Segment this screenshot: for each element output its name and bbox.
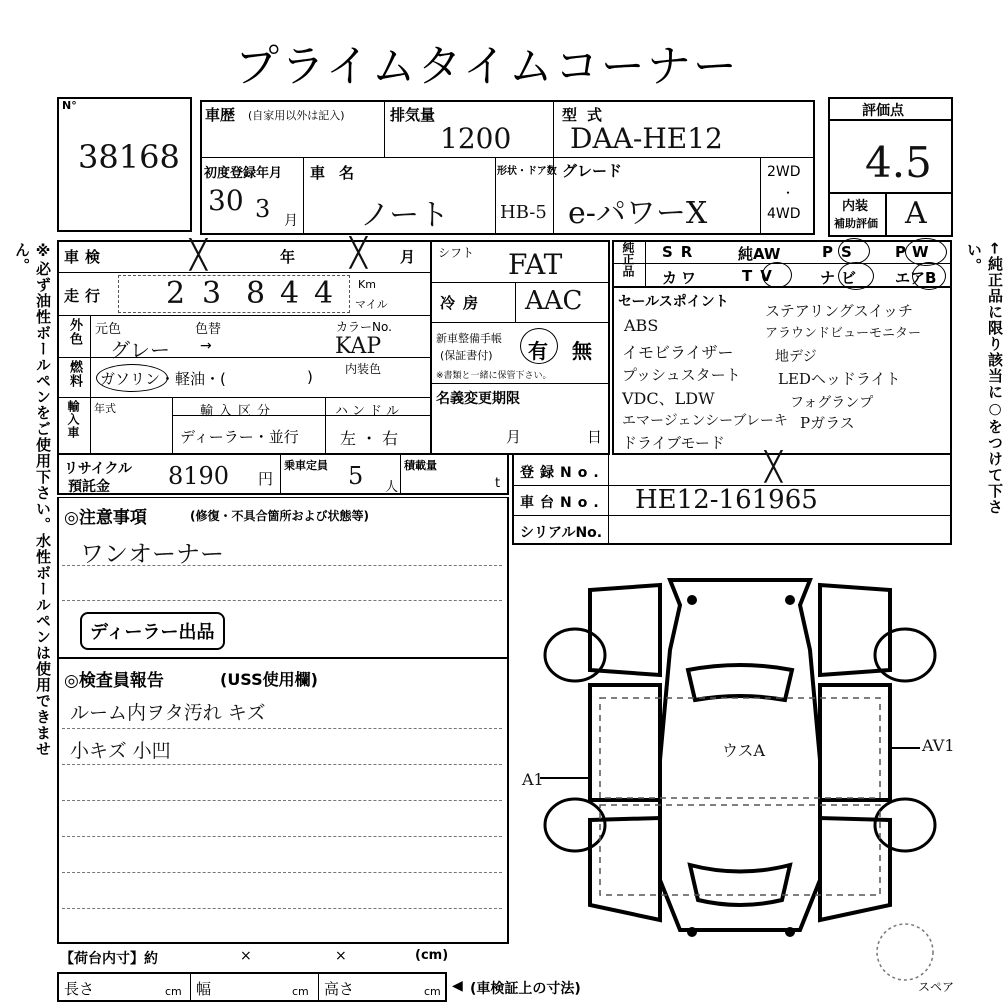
left-note: ※必ず油性ボールペンをご使用下さい。水性ボールペンは使用できません。 [13,242,52,757]
chassis-label: 車台No. [520,495,605,511]
dims-arrow: ◀ [452,978,463,994]
interior-score: A [905,196,927,231]
inspector-line2: 小キズ 小凹 [70,740,171,762]
dims-length: 長さ [64,980,95,998]
manual-sub-label: (保証書付) [440,349,493,362]
fuel-options: ガソリン・軽油・( [100,370,226,388]
fuel-gasoline-circle [96,364,168,392]
grade-value: e-パワーX [568,196,708,231]
chassis-value: HE12-161965 [635,485,818,515]
cargo-x1: × [240,948,252,964]
sales-point: エマージェンシーブレーキ [622,413,788,429]
displacement-label: 排気量 [390,106,436,124]
first-reg-year: 30 [208,184,244,217]
cargo-x2: × [335,948,347,964]
equipment-side-label: 純正品 [621,241,635,277]
color-code-label: カラーNo. [336,320,392,334]
manual-yes: 有 [528,339,548,363]
drive-2wd: 2WD [767,164,801,180]
spare-label: スペア [918,980,955,994]
mileage-digit: 3 [202,276,222,311]
notes-text: ワンオーナー [80,540,224,568]
load-label: 積載量 [404,459,437,472]
dims-width: 幅 [196,980,212,998]
interior-label: 内装 [842,199,869,214]
manual-yes-circle [520,328,558,364]
capacity-unit: 人 [385,480,399,495]
right-note: ←純正品に限り該当に○をつけて下さい。 [965,242,1004,515]
import-class-value: ディーラー・並行 [180,428,299,446]
mileage-km: Km [358,278,376,291]
inspector-label: ◎検査員報告 [64,671,164,691]
color-code-value: KAP [335,334,382,359]
ac-value: AAC [525,286,583,316]
color-orig-value: グレー [110,338,170,362]
mileage-mile: マイル [355,298,388,311]
sales-point: VDC、LDW [622,389,715,408]
recycle-sub-label: 預託金 [68,479,110,495]
form-title: プライムタイムコーナー [235,41,739,92]
import-year-label: 年式 [94,402,116,415]
inspector-sub-label: (USS使用欄) [220,670,318,689]
mileage-digit: 2 [166,276,186,311]
first-reg-label: 初度登録年月 [204,166,283,181]
first-reg-month: 3 [255,195,271,223]
lot-label: N° [62,99,77,112]
displacement-value: 1200 [440,122,512,155]
equip-aw[interactable]: 純AW [738,245,781,263]
diagram-mark-center: ウスA [722,741,766,760]
notes-sub-label: (修復・不具合箇所および状態等) [190,509,369,523]
equip-airbag-circle [912,262,946,290]
recycle-unit: 円 [258,470,274,488]
reg-no-x: ╳ [765,450,782,483]
equip-navi[interactable]: ナビ [820,269,863,287]
name-change-day: 日 [587,428,603,446]
cargo-cm: (cm) [415,948,449,963]
inspection-label: 車検 [64,248,107,266]
lot-number: 38168 [78,138,180,176]
ac-label: 冷房 [440,294,487,312]
equip-pw[interactable]: PW [895,243,935,261]
manual-no: 無 [572,339,592,363]
interior-sub-label: 補助評価 [834,217,878,230]
inspection-year-label: 年 [280,248,296,266]
car-name-value: ノート [360,198,450,233]
score-value: 4.5 [865,138,932,187]
inspection-month-label: 月 [400,248,416,266]
drive-dot: ・ [782,186,795,200]
recycle-label: リサイクル [64,461,133,477]
grade-label: グレード [562,162,623,180]
sales-point: ドライブモード [622,434,725,452]
dims-height-cm: cm [424,985,441,998]
first-reg-unit: 月 [284,213,298,229]
equip-kawa[interactable]: カワ [662,269,701,287]
name-change-month: 月 [506,428,522,446]
history-label: 車歴 [205,106,236,124]
equip-tv[interactable]: TV [742,267,780,285]
equip-ps-circle [838,238,870,264]
handle-label: ハンドル [335,404,404,419]
cargo-label: 【荷台内寸】約 [60,951,158,967]
manual-label: 新車整備手帳 [436,332,502,345]
equip-sr[interactable]: SR [662,243,701,261]
serial-label: シリアルNo. [520,525,603,541]
notes-label: ◎注意事項 [64,508,147,528]
color-change-label: 色替 [195,322,222,337]
dims-note: (車検証上の寸法) [470,981,581,997]
car-name-label: 車名 [310,164,369,182]
equip-navi-circle [838,262,874,290]
mileage-digit: 4 [314,276,334,311]
dims-height: 高さ [324,980,355,998]
sales-point: ABS [624,316,659,335]
drive-4wd: 4WD [767,206,801,222]
dims-width-cm: cm [292,985,309,998]
score-label: 評価点 [862,103,904,119]
inspector-line1: ルーム内ヲタ汚れ キズ [70,702,266,724]
history-note: (自家用以外は記入) [248,109,345,122]
inspection-year-x: ╳ [190,238,207,271]
mileage-digit: 4 [280,276,300,311]
load-unit: t [495,476,501,491]
sales-point: Pガラス [800,414,855,432]
diagram-mark-left: A1 [522,770,544,789]
sales-point: イモビライザー [622,343,734,362]
dims-length-cm: cm [165,985,182,998]
fuel-side-label: 燃料 [67,360,82,388]
equip-tv-circle [762,262,792,288]
import-side-label: 輸入車 [66,400,80,439]
recycle-value: 8190 [168,462,230,490]
sales-point: 地デジ [775,349,817,365]
shift-label: シフト [438,246,475,260]
sales-point: フォグランプ [790,395,874,411]
equip-airbag[interactable]: エアB [895,269,937,287]
sales-point: ステアリングスイッチ [765,302,914,320]
fuel-close: ) [307,368,313,386]
name-change-label: 名義変更期限 [436,391,520,407]
sales-point: アラウンドビューモニター [765,326,922,341]
sales-point: プッシュスタート [622,366,741,384]
body-label: 形状・ドア数 [497,166,557,177]
reg-no-label: 登録No. [520,465,605,481]
diagram-mark-right: AV1 [922,736,955,755]
mileage-label: 走行 [64,287,107,305]
handle-value: 左 ・ 右 [340,429,399,448]
sales-point: LEDヘッドライト [778,370,901,388]
body-value: HB-5 [500,202,547,223]
interior-color-label: 内装色 [345,362,382,376]
capacity-value: 5 [348,462,364,490]
dealer-badge: ディーラー出品 [80,612,225,650]
model-label: 型式 [562,106,613,124]
manual-note: ※書類と一緒に保管下さい。 [436,371,552,381]
color-arrow: → [200,338,212,354]
import-class-label: 輸入区分 [200,404,277,419]
color-orig-label: 元色 [95,322,122,337]
capacity-label: 乗車定員 [284,459,328,472]
sales-points-label: セールスポイント [618,294,729,310]
equip-ps[interactable]: PS [822,243,860,261]
color-side-label: 外色 [67,318,82,346]
mileage-digit: 8 [246,276,266,311]
model-value: DAA-HE12 [570,122,723,155]
dims-box [57,972,447,1002]
shift-value: FAT [508,248,563,281]
inspection-month-x: ╳ [350,236,367,269]
